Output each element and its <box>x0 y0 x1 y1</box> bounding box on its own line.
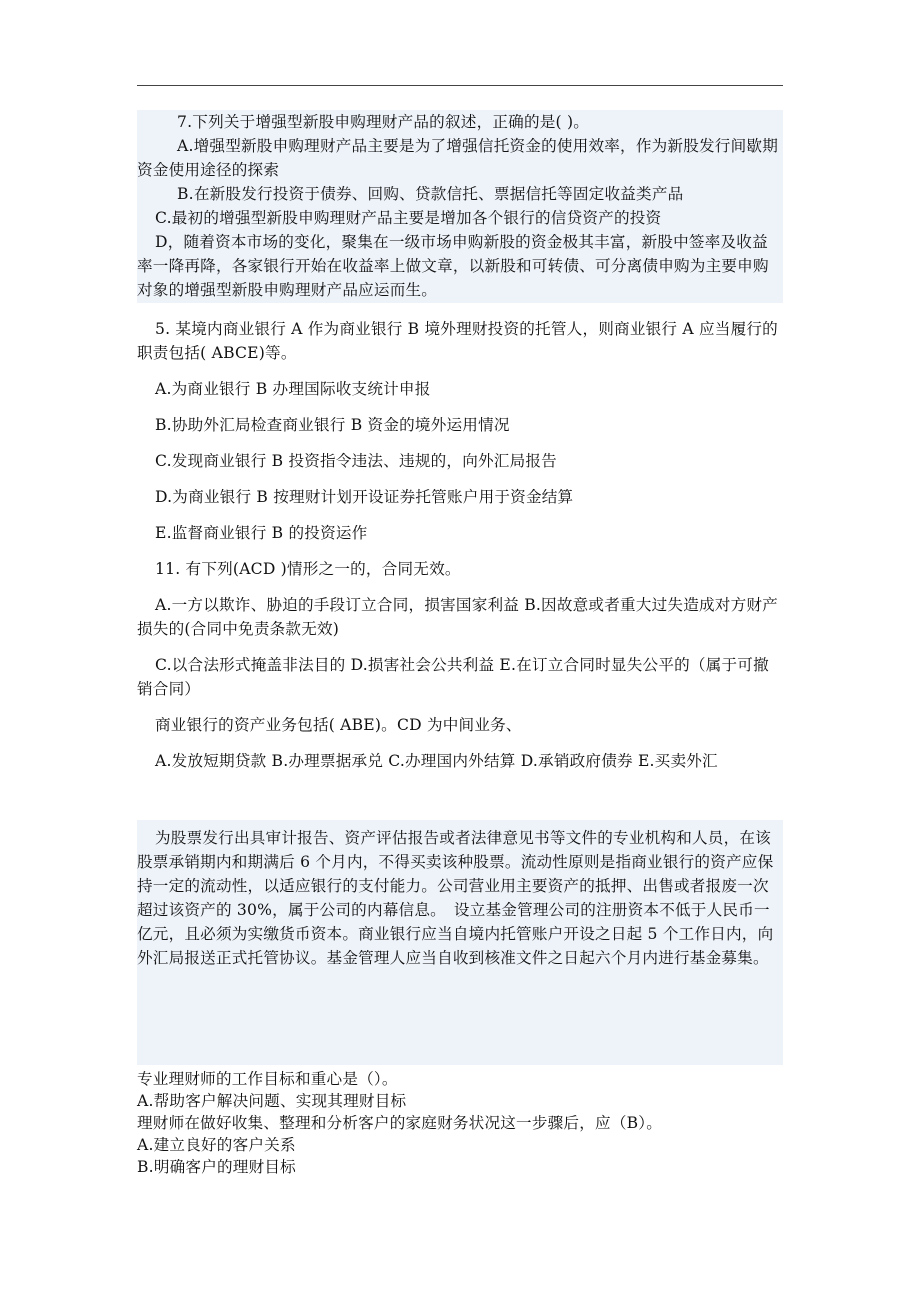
q7-option-c: C.最初的增强型新股申购理财产品主要是增加各个银行的信贷资产的投资 <box>155 209 662 227</box>
assets-question: 商业银行的资产业务包括( ABE)。CD 为中间业务、 <box>155 716 522 734</box>
q7-option-a: A.增强型新股申购理财产品主要是为了增强信托资金的使用效率，作为新股发行间歇期资金使用途径的探索 <box>137 137 778 179</box>
q5-option-b: B.协助外汇局检查商业银行 B 资金的境外运用情况 <box>155 416 510 434</box>
q5-option-e: E.监督商业银行 B 的投资运作 <box>155 524 368 542</box>
q7-option-d: D，随着资本市场的变化，聚集在一级市场申购新股的资金极其丰富，新股中签率及收益率一降再降，各家银行开始在收益率上做文章，以新股和可转债、可分离债申购为主要申购对象的增强型新股申购理财产品应运而生。 <box>137 233 769 299</box>
notes-paragraph: 为股票发行出具审计报告、资产评估报告或者法律意见书等文件的专业机构和人员，在该股票承销期内和期满后 6 个月内，不得买卖该种股票。流动性原则是指商业银行的资产应保持一定的流动性，以适应银行的支付能力。公司营业用主要资产的抵押、出售或者报废一次超过该资产的 30%，属于公司的内幕信息。 设立基金管理公司的注册资本不低于人民币一亿元，且必须为实缴货币资本。商业银行应当自境内托管账户开设之日起 5 个工作日内，向外汇局报送正式托管协议。基金管理人应当自收到核准文件之日起六个月内进行基金募集。 <box>137 829 774 967</box>
planner-q2-option-b: B.明确客户的理财目标 <box>137 1158 296 1176</box>
notes-block <box>137 820 783 1065</box>
planner-q1-option-a: A.帮助客户解决问题、实现其理财目标 <box>137 1092 407 1110</box>
q11-options-ab: A.一方以欺诈、胁迫的手段订立合同，损害国家利益 B.因故意或者重大过失造成对方财产损失的(合同中免责条款无效) <box>137 596 778 638</box>
q5-option-c: C.发现商业银行 B 投资指令违法、违规的，向外汇局报告 <box>155 452 557 470</box>
planner-q2-option-a: A.建立良好的客户关系 <box>137 1136 296 1154</box>
q5-question: 5. 某境内商业银行 A 作为商业银行 B 境外理财投资的托管人，则商业银行 A 应当履行的职责包括( ABCE)等。 <box>137 320 778 362</box>
q5-option-d: D.为商业银行 B 按理财计划开设证券托管账户用于资金结算 <box>155 488 574 506</box>
question-5-block <box>137 317 783 785</box>
q7-option-b: B.在新股发行投资于债券、回购、贷款信托、票据信托等固定收益类产品 <box>177 185 684 203</box>
q11-options-cde: C.以合法形式掩盖非法目的 D.损害社会公共利益 E.在订立合同时显失公平的（属于可撤销合同） <box>137 656 769 698</box>
header-rule <box>137 85 783 86</box>
planner-block <box>137 1068 783 1178</box>
q11-question: 11. 有下列(ACD )情形之一的，合同无效。 <box>155 560 461 578</box>
planner-question-1: 专业理财师的工作目标和重心是（）。 <box>137 1070 398 1088</box>
q7-question: 7.下列关于增强型新股申购理财产品的叙述，正确的是( )。 <box>177 113 590 131</box>
question-7-block <box>137 110 783 303</box>
q5-option-a: A.为商业银行 B 办理国际收支统计申报 <box>155 380 431 398</box>
assets-options: A.发放短期贷款 B.办理票据承兑 C.办理国内外结算 D.承销政府债券 E.买卖外汇 <box>155 752 718 770</box>
planner-question-2: 理财师在做好收集、整理和分析客户的家庭财务状况这一步骤后，应（B）。 <box>137 1114 663 1132</box>
